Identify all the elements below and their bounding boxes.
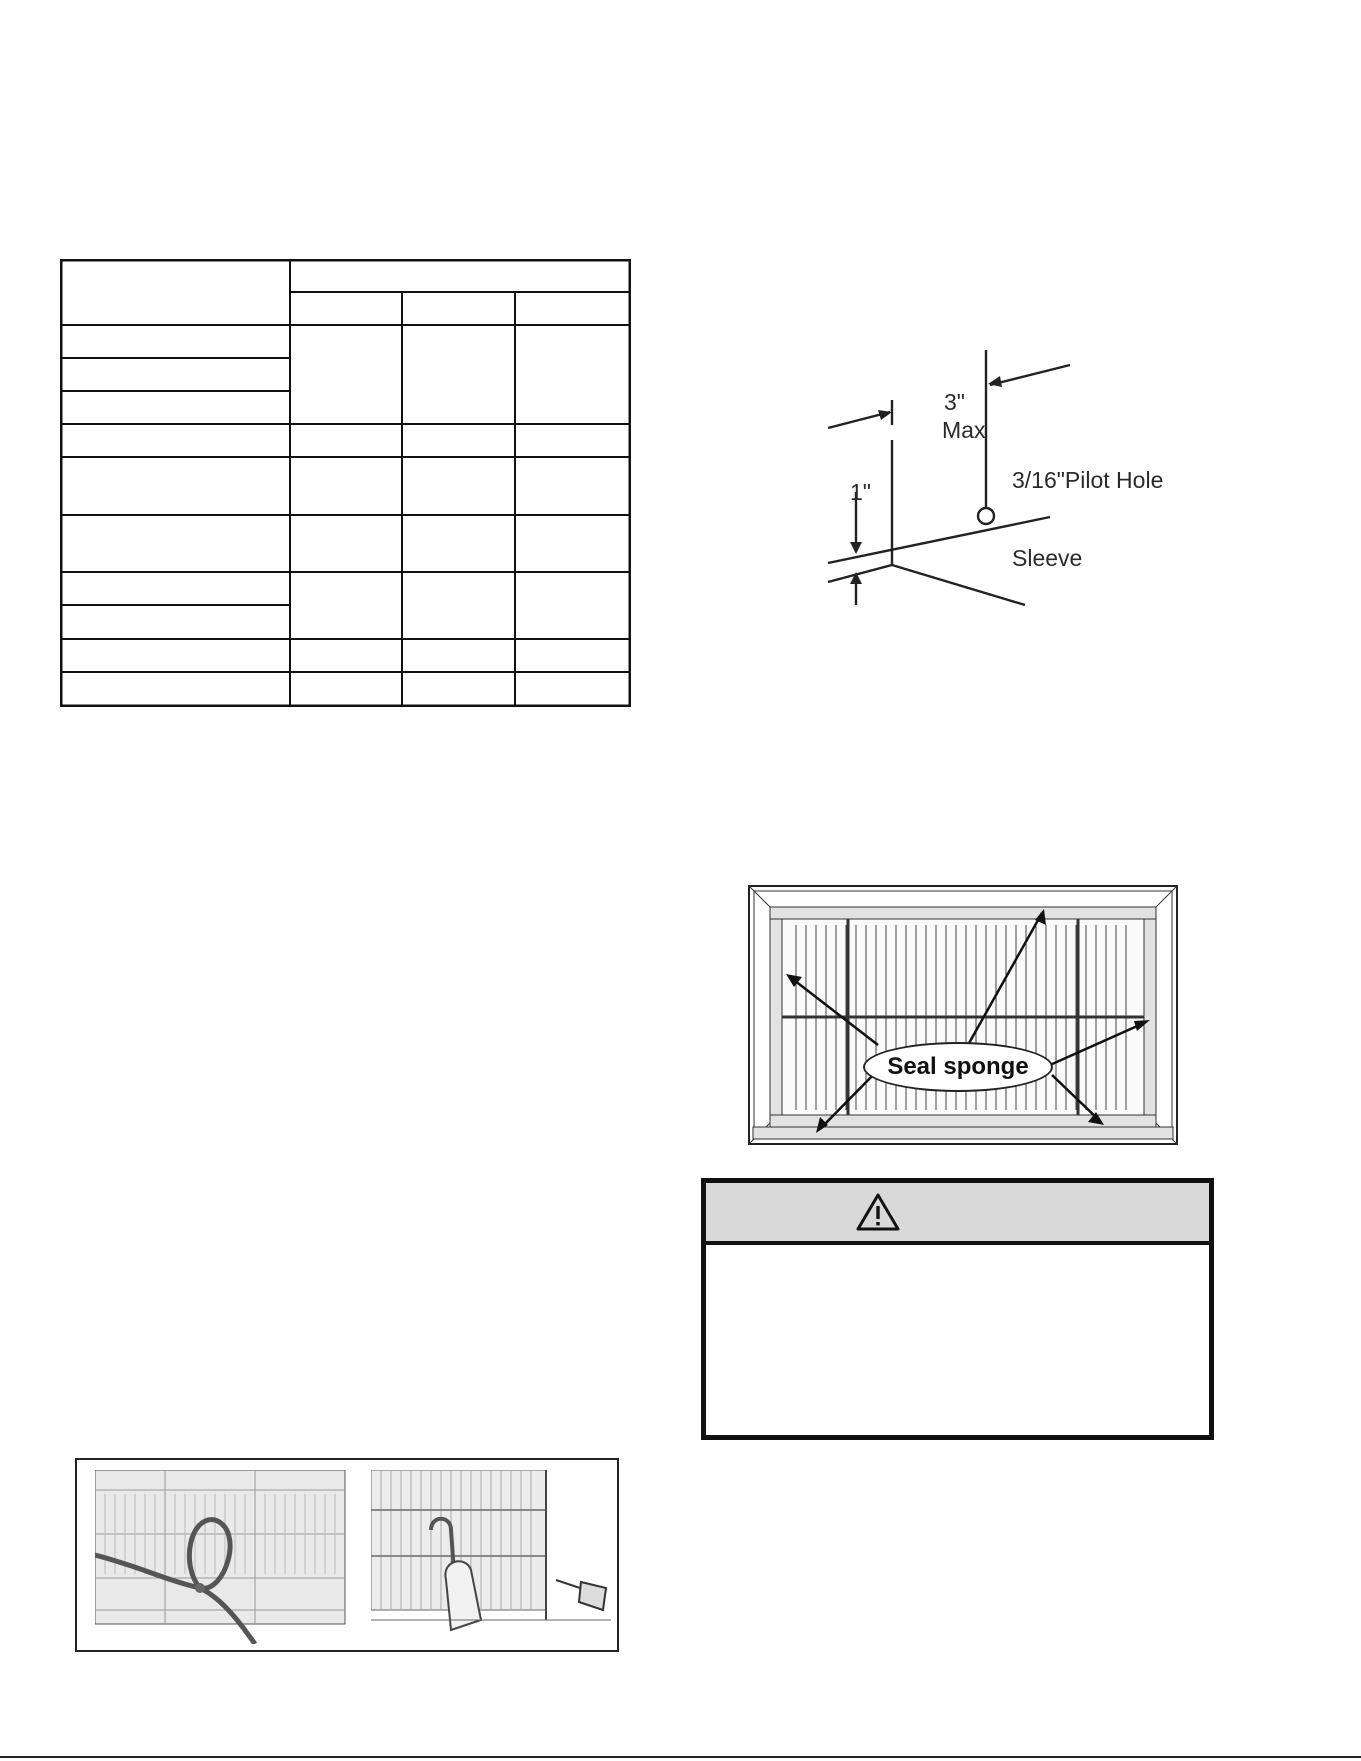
warning-triangle-icon — [856, 1192, 900, 1232]
warning-header — [706, 1183, 1209, 1245]
spec-table — [60, 259, 631, 707]
grille-illustration — [748, 885, 1178, 1145]
seal-sponge-figure — [748, 885, 1178, 1145]
spec-table-grid — [60, 259, 631, 707]
sleeve-edge-bottom — [892, 565, 1025, 605]
warning-box — [701, 1178, 1214, 1440]
installation-photo-strip — [75, 1458, 619, 1652]
pilot-hole-label: 3/16"Pilot Hole — [1012, 467, 1164, 493]
sleeve-label: Sleeve — [1012, 545, 1083, 571]
dimension-1in-label: 1" — [850, 479, 871, 505]
filter-install-photo — [371, 1470, 611, 1644]
seal-sponge-label: Seal sponge — [863, 1042, 1053, 1092]
dimension-3in-label: 3" — [944, 389, 965, 415]
page-footer-rule — [0, 1756, 1361, 1758]
warning-body — [706, 1245, 1209, 1273]
pilot-hole-marker — [978, 508, 994, 524]
pilot-hole-diagram — [820, 340, 1220, 610]
dimension-max-label: Max — [942, 417, 986, 443]
